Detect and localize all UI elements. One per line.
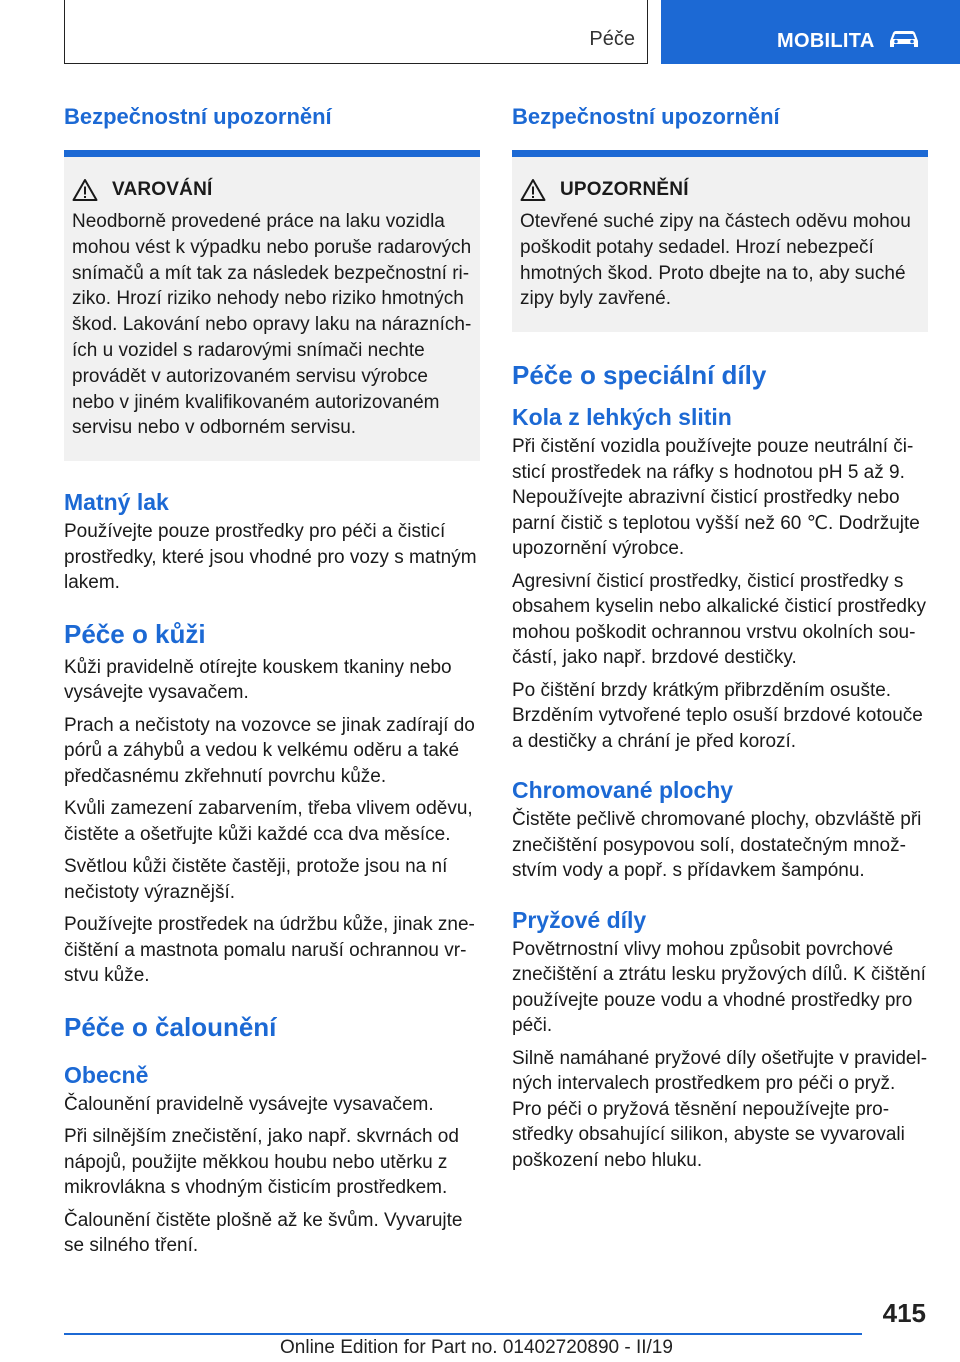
left-safety-title: Bezpečnostní upozornění xyxy=(64,104,332,129)
calouneni-sub-heading: Obecně xyxy=(64,1061,149,1088)
calouneni-p1: Čalounění pravidelně vysávejte vysavačem. xyxy=(64,1093,434,1115)
pryz-p1: Povětrnostní vlivy mohou způsobit povrchové znečištění a ztrátu lesku pryžových dílů. K čištění používejte pouze vodu a vhodné prostředky pro péči. xyxy=(512,938,926,1037)
header-section-box xyxy=(64,0,648,64)
footer-rule xyxy=(64,1333,862,1335)
calouneni-p2: Při silnějším znečistění, jako např. skvrnách od nápojů, použijte měkkou houbu nebo utěrku z mikrovlákna s vhodným čisticím prostředkem. xyxy=(64,1126,459,1199)
header-section-title: Péče xyxy=(589,28,635,50)
warning-box xyxy=(64,157,480,461)
notice-text: Otevřené suché zipy na částech oděvu mohou poškodit potahy sedadel. Hrozí nebezpečí hmotných škod. Proto dbejte na to, aby suché zipy byly zavřené. xyxy=(520,211,911,310)
footer-edition: Online Edition for Part no. 01402720890 - II/19 xyxy=(280,1337,673,1358)
warning-triangle-icon xyxy=(520,178,546,202)
calouneni-p3: Čalounění čistěte plošně až ke švům. Vyvarujte se silného tření. xyxy=(64,1209,463,1257)
kola-p2: Agresivní čisticí prostředky, čisticí prostředky s obsahem kyselin nebo alkalické čisticí prostředky mohou poškodit ochrannou vrstvu okolních součástí, jako např. brzdové destičky. xyxy=(512,570,926,669)
warning-triangle-icon xyxy=(72,178,98,202)
kola-p1: Při čistění vozidla používejte pouze neutrální čisticí prostředek na ráfky s hodnotou pH 5 až 9. Nepoužívejte abrazivní čisticí prostředky nebo parní čistič s teplotou vyšší než 60 ℃. Dodržujte upozornění výrobce. xyxy=(512,436,920,560)
chrom-heading: Chromované plochy xyxy=(512,777,734,804)
warning-title: VAROVÁNÍ xyxy=(112,179,213,200)
notice-box xyxy=(512,157,928,332)
kuze-p2: Prach a nečistoty na vozovce se jinak zadírají do pórů a záhybů a vedou k velkému oděru a také předčasnému zkřehnutí povrchu kůže. xyxy=(64,714,475,787)
pryz-p2: Silně namáhané pryžové díly ošetřujte v pravidelných intervalech prostředkem pro péči o pryž. Pro péči o pryžová těsnění nepoužívejte prostředky obsahující silikon, abyste se vyvarovali poškození nebo hluku. xyxy=(512,1047,928,1171)
kuze-p3: Kvůli zamezení zabarvením, třeba vlivem oděvu, čistěte a ošetřujte kůži každé cca dva měsíce. xyxy=(64,798,473,845)
right-safety-title: Bezpečnostní upozornění xyxy=(512,104,780,129)
notice-title: UPOZORNĚNÍ xyxy=(560,179,689,200)
left-title-rule xyxy=(64,150,480,157)
kuze-p5: Používejte prostředek na údržbu kůže, jinak znečištění a mastnota pomalu naruší ochrannou vrstvu kůže. xyxy=(64,914,475,987)
warning-text: Neodborně provedené práce na laku vozidla mohou vést k výpadku nebo poruše radarových snímačů a mít tak za následek bezpečnostní riziko. Hrozí riziko nehody nebo riziko hmotných škod. Lakování nebo opravy laku na nárazníchích u vozidel s radarovými snímači nechte provádět v autorizovaném servisu výrobce nebo v jiném kvalifikovaném autorizovaném servisu nebo v odborném servisu. xyxy=(72,211,472,439)
kola-p3: Po čištění brzdy krátkým přibrzděním osušte. Brzděním vytvořené teplo osuší brzdové kotouče a destičky a chrání je před korozí. xyxy=(512,679,923,752)
kuze-p4: Světlou kůži čistěte častěji, protože jsou na ní nečistoty výraznější. xyxy=(64,856,448,903)
right-title-rule xyxy=(512,150,928,157)
car-icon xyxy=(887,28,921,50)
matny-lak-text: Používejte pouze prostředky pro péči a čisticí prostředky, které jsou vhodné pro vozy s matným lakem. xyxy=(64,521,477,594)
header-tab-label: MOBILITA xyxy=(777,30,875,52)
kuze-heading: Péče o kůži xyxy=(64,618,206,649)
header-mobility-tab[interactable] xyxy=(661,0,960,64)
calouneni-heading: Péče o čalounění xyxy=(64,1011,277,1042)
warning-head xyxy=(72,177,472,203)
specialni-heading: Péče o speciální díly xyxy=(512,360,767,391)
left-column xyxy=(64,100,480,1266)
notice-head xyxy=(520,177,920,203)
kuze-p1: Kůži pravidelně otírejte kouskem tkaniny nebo vysávejte vysavačem. xyxy=(64,656,452,704)
matny-lak-heading: Matný lak xyxy=(64,489,169,516)
chrom-p1: Čistěte pečlivě chromované plochy, obzvláště při znečištění posypovou solí, dostatečným množstvím vody a popř. s přídavkem šampónu. xyxy=(512,809,922,882)
kola-heading: Kola z lehkých slitin xyxy=(512,404,732,431)
right-column xyxy=(512,100,928,1180)
page-number: 415 xyxy=(882,1298,926,1328)
pryz-heading: Pryžové díly xyxy=(512,906,647,933)
